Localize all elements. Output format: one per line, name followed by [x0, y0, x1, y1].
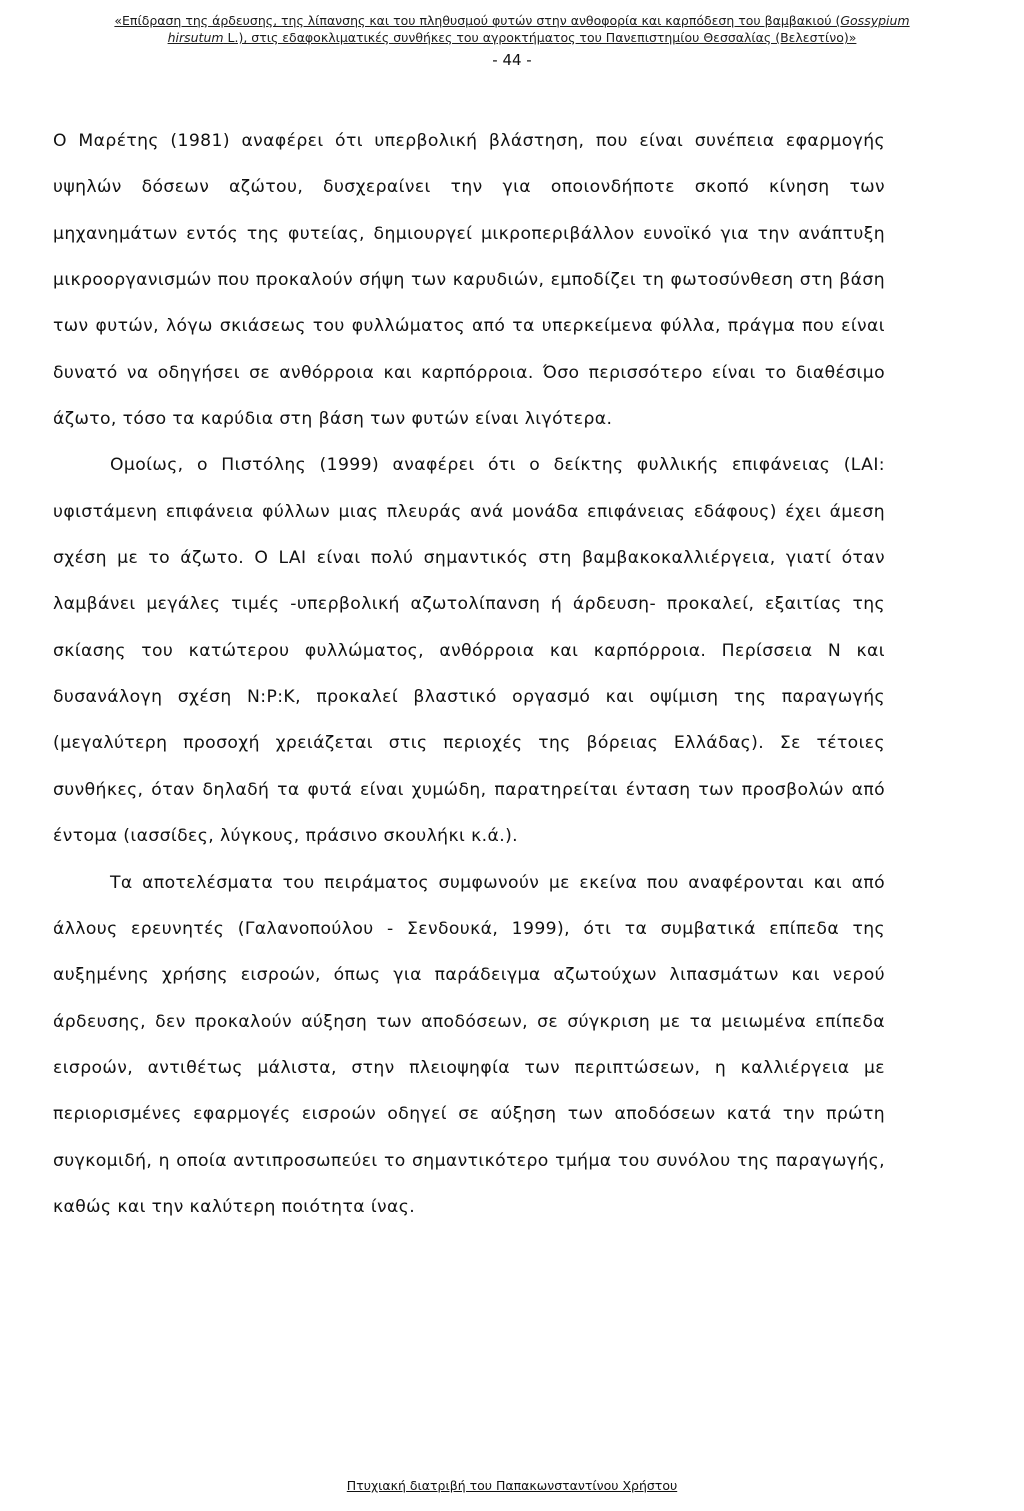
header-line-1: «Επίδραση της άρδευσης, της λίπανσης και του πληθυσμού φυτών στην ανθοφορία και καρπόδεση του βαμβακιού (Gossypium	[114, 13, 910, 28]
paragraph-2: Ομοίως, ο Πιστόλης (1999) αναφέρει ότι ο δείκτης φυλλικής επιφάνειας (LAI: υφιστάμενη επιφάνεια φύλλων μιας πλευράς ανά μονάδα επιφάνειας εδάφους) έχει άμεση σχέση με το άζωτο. Ο LAI είναι πολύ σημαντικός στη βαμβακοκαλλιέργεια, γιατί όταν λαμβάνει μεγάλες τιμές -υπερβολική αζωτολίπανση ή άρδευση- προκαλεί, εξαιτίας της σκίασης του κατώτερου φυλλώματος, ανθόρροια και καρπόρροια. Περίσσεια Ν και δυσανάλογη σχέση N:P:K, προκαλεί βλαστικό οργασμό και οψίμιση της παραγωγής (μεγαλύτερη προσοχή χρειάζεται στις περιοχές της βόρειας Ελλάδας). Σε τέτοιες συνθήκες, όταν δηλαδή τα φυτά είναι χυμώδη, παρατηρείται ένταση των προσβολών από έντομα (ιασσίδες, λύγκους, πράσινο σκουλήκι κ.ά.).	[53, 455, 885, 847]
species-name: Gossypium	[840, 13, 910, 28]
footer-author: Πτυχιακή διατριβή του Παπακωνσταντίνου Χρήστου	[346, 1478, 678, 1493]
paragraph-3: Τα αποτελέσματα του πειράματος συμφωνούν με εκείνα που αναφέρονται και από άλλους ερευνητές (Γαλανοπούλου - Σενδουκά, 1999), ότι τα συμβατικά επίπεδα της αυξημένης χρήσης εισροών, όπως για παράδειγμα αζωτούχων λιπασμάτων και νερού άρδευσης, δεν προκαλούν αύξηση των αποδόσεων, σε σύγκριση με τα μειωμένα επίπεδα εισροών, αντιθέτως μάλιστα, στην πλειοψηφία των περιπτώσεων, η καλλιέργεια με περιορισμένες εφαρμογές εισροών οδηγεί σε αύξηση των αποδόσεων κατά την πρώτη συγκομιδή, η οποία αντιπροσωπεύει το σημαντικότερο τμήμα του συνόλου της παραγωγής, καθώς και την καλύτερη ποιότητα ίνας.	[53, 872, 885, 1217]
paragraph-1: Ο Μαρέτης (1981) αναφέρει ότι υπερβολική βλάστηση, που είναι συνέπεια εφαρμογής υψηλών δόσεων αζώτου, δυσχεραίνει την για οποιονδήποτε σκοπό κίνηση των μηχανημάτων εντός της φυτείας, δημιουργεί μικροπεριβάλλον ευνοϊκό για την ανάπτυξη μικροοργανισμών που προκαλούν σήψη των καρυδιών, εμποδίζει τη φωτοσύνθεση στη βάση των φυτών, λόγω σκιάσεως του φυλλώματος από τα υπερκείμενα φύλλα, πράγμα που είναι δυνατό να οδηγήσει σε ανθόρροια και καρπόρροια. Όσο περισσότερο είναι το διαθέσιμο άζωτο, τόσο τα καρύδια στη βάση των φυτών είναι λιγότερα.	[53, 131, 885, 430]
header-line-2: hirsutum L.), στις εδαφοκλιματικές συνθήκες του αγροκτήματος του Πανεπιστημίου Θεσσαλίας (Βελεστίνο)»	[167, 30, 857, 45]
species-epithet: hirsutum	[167, 30, 224, 45]
body-text	[53, 118, 885, 1230]
running-header	[90, 12, 934, 46]
page-number: - 44 -	[492, 51, 532, 69]
